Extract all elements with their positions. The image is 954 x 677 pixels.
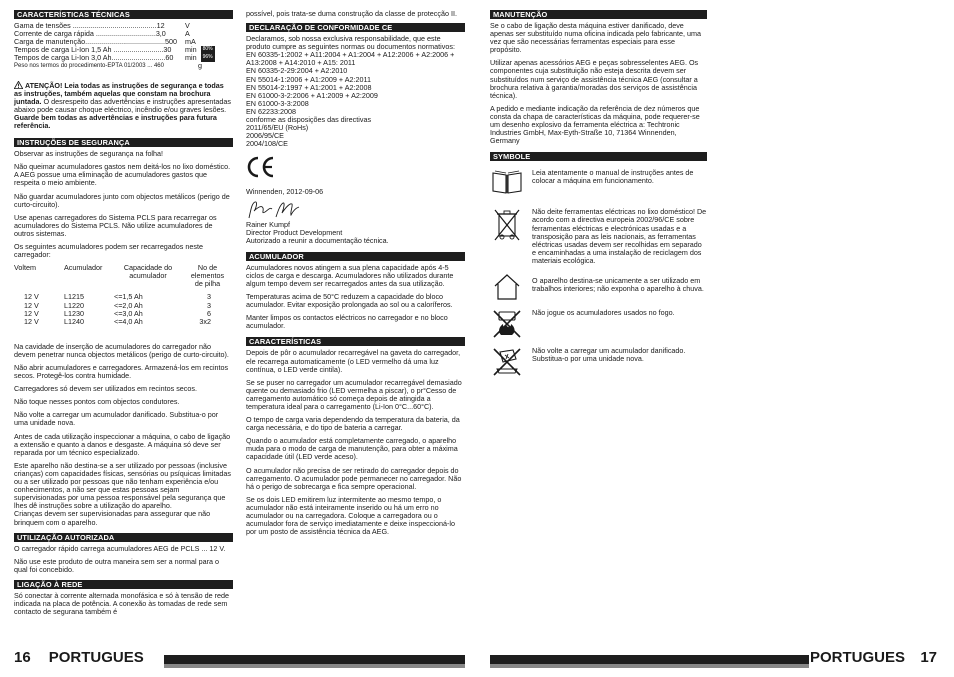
safety-para: Use apenas carregadores do Sistema PCLS para recarregar os acumuladores do Sistema PCLS. Não utilize acumuladores de outros sistemas. bbox=[14, 212, 217, 238]
maintenance-heading: MANUTENÇÃO bbox=[490, 10, 707, 19]
safety-para: Não volte a carregar um acumulador danificado. Substitua-o por uma unidade nova. bbox=[14, 410, 219, 428]
standard-line: EN 61000-3-3:2008 bbox=[246, 98, 309, 108]
symbol-item bbox=[490, 347, 707, 377]
safety-para: Este aparelho não destina-se a ser utilizado por pessoas (inclusive crianças) com capacidades físicas, sensórias ou psíquicas limitadas ou a ser utilizado por pessoas que não tenham experiência e/ou conhecimentos, a não ser que estas pessoas sejam supervisionadas por uma pessoa responsável pela segurança que lhes dê instruções sobre a utilização do aparelho. bbox=[14, 460, 231, 511]
symbol-item bbox=[490, 169, 707, 195]
left-page-footer bbox=[14, 648, 465, 668]
right-page-footer bbox=[490, 648, 941, 668]
safety-warning bbox=[14, 81, 233, 131]
battery-table bbox=[14, 264, 233, 326]
standard-line: conforme as disposições das directivas bbox=[246, 115, 372, 125]
tech-row bbox=[14, 30, 233, 38]
standard-line: 2006/95/CE bbox=[246, 131, 284, 141]
safety-heading: INSTRUÇÕES DE SEGURANÇA bbox=[14, 138, 233, 147]
tech-row-unit: mA bbox=[185, 37, 196, 47]
tech-row bbox=[14, 46, 233, 54]
tech-row-unit: A bbox=[185, 29, 190, 39]
table-header: No de elementos de pilha bbox=[190, 263, 225, 289]
right-page-column-1 bbox=[490, 10, 707, 385]
tech-row-unit: min bbox=[185, 53, 197, 63]
use-para: O carregador rápido carrega acumuladores AEG de PCLS ... 12 V. bbox=[14, 543, 226, 553]
features-para: O tempo de carga varia dependendo da temperatura da bateria, da carga necessária, e do tipo de bateria a carregar. bbox=[246, 415, 460, 433]
tech-specs-heading: CARACTERÍSTICAS TÉCNICAS bbox=[14, 10, 233, 19]
safety-para: Não abrir acumuladores e carregadores. Armazená-los em recintos secos. Protegê-los contra humidade. bbox=[14, 363, 229, 381]
table-row: 12 V L1215 <=1,5 Ah 3 bbox=[24, 292, 211, 302]
battery-para: Manter limpos os contactos eléctricos no carregador e no bloco acumulador. bbox=[246, 313, 448, 331]
place-date: Winnenden, 2012-09-06 bbox=[246, 187, 324, 197]
left-page-column-1 bbox=[14, 10, 233, 621]
warning-bold: ATENÇÃO! Leia todas as instruções de segurança e todas as instruções, também aquelas que constam na brochura juntada. bbox=[14, 80, 224, 106]
no-damaged-battery-icon bbox=[491, 347, 523, 377]
tech-row-label: Carga de manutenção........................................500 bbox=[14, 38, 177, 47]
standard-line: EN 62233:2008 bbox=[246, 106, 296, 116]
features-para: Se os dois LED emitirem luz intermitente ao mesmo tempo, o acumulador não está inteiramente inserido ou há um erro no acumulador ou na carregadora. Coloque a carregadora ou o acumulador fora de serviço imediatamente e deixe inspeccioná-lo por um posto de assistência técnica da AEG. bbox=[246, 494, 455, 537]
signatory-role: Director Product Development bbox=[246, 227, 343, 237]
features-para: Quando o acumulador está completamente carregado, o aparelho muda para o modo de carga de manutenção, para obter a máxima capacidade útil (LED verde aceso). bbox=[246, 436, 458, 462]
standard-line: EN 55014-1:2006 + A1:2009 + A2:2011 bbox=[246, 74, 371, 84]
warning-triangle-icon bbox=[14, 81, 23, 89]
safety-para: Os seguintes acumuladores podem ser recarregados neste carregador: bbox=[14, 241, 203, 260]
symbol-text: Não jogue os acumuladores usados no fogo. bbox=[532, 307, 675, 317]
left-page-column-2 bbox=[246, 10, 465, 541]
safety-para: Não queimar acumuladores gastos nem deitá-los no lixo doméstico. A AEG possue uma eliminação de acumuladores gastos que respeita o meio ambiente. bbox=[14, 162, 231, 188]
tech-row-label: Corrente de carga rápida ..............................3,0 bbox=[14, 30, 166, 39]
features-para: Depois de pôr o acumulador recarregável na gaveta do carregador, ele recarrega automaticamente (o LED vermelho dá uma luz contínua, o LED verde cintila). bbox=[246, 348, 461, 374]
safety-para: Crianças devem ser supervisionadas para assegurar que não brinquem com o aparelho. bbox=[14, 509, 211, 527]
symbol-item bbox=[490, 208, 707, 265]
declaration-heading: DECLARAÇÃO DE CONFORMIDADE CE bbox=[246, 23, 465, 32]
standard-line: EN 60335-1:2002 + A11:2004 + A1:2004 + A12:2006 + A2:2006 + A13:2008 + A14:2010 + A15: 2011 bbox=[246, 50, 455, 68]
declaration-intro: Declaramos, sob nossa exclusiva responsabilidade, que este produto cumpre as seguintes normas ou documentos normativos: bbox=[246, 34, 455, 52]
tech-row-unit: g bbox=[198, 61, 202, 71]
tech-specs-list bbox=[14, 22, 233, 71]
maintenance-para: A pedido e mediante indicação da referência de dez números que consta da chapa de características da máquina, pode requerer-se um desenho explosivo da ferramenta eléctrica a: Techtronic Industries GmbH, Max-Eyth-Straße 10, 71364 Winnenden, Germany bbox=[490, 103, 700, 146]
battery-para: Acumuladores novos atingem a sua plena capacidade após 4-5 ciclos de carga e descarga. Acumuladores não utilizados durante algum tempo devem ser recarregados antes da sua utilização. bbox=[246, 262, 454, 288]
safety-para: Na cavidade de inserção de acumuladores do carregador não devem penetrar nunca objectos metálicos (perigo de curto-circuito). bbox=[14, 341, 229, 359]
tech-row-label: Peso nos termos do procedimento-EPTA 01/2003 ... 460 bbox=[14, 63, 164, 70]
features-para: O acumulador não precisa de ser retirado do carregador depois do carregamento. O acumulador pode permanecer no carregador. Não há o perigo de sobrecarga e fica sempre operacional. bbox=[246, 465, 462, 491]
standard-line: 2011/65/EU (RoHs) bbox=[246, 123, 309, 133]
features-heading: CARACTERÍSTICAS bbox=[246, 337, 465, 346]
safety-para: Não guardar acumuladores junto com objectos metálicos (perigo de curto-circuito). bbox=[14, 191, 230, 209]
ce-mark-icon bbox=[246, 156, 465, 184]
table-row: 12 V L1230 <=3,0 Ah 6 bbox=[24, 308, 211, 318]
battery-table-header bbox=[14, 264, 233, 293]
standards-list bbox=[246, 51, 465, 148]
table-row: 12 V L1240 <=4,0 Ah 3x2 bbox=[24, 316, 211, 326]
page-language: PORTUGUES bbox=[809, 649, 905, 666]
footer-bar bbox=[490, 655, 809, 664]
standard-line: EN 60335-2-29:2004 + A2:2010 bbox=[246, 66, 348, 76]
symbol-text: Não deite ferramentas eléctricas no lixo doméstico! De acordo com a directiva europeia 2002/96/CE sobre ferramentas eléctricas e electrónicas usadas e a transposição para as leis nacionais, as ferramentas eléctricas usadas devem ser recolhidas em separado e encaminhadas a uma instalação de reciclagem dos materiais ecológica. bbox=[532, 207, 707, 265]
signature-icon bbox=[246, 199, 465, 221]
standard-line: EN 61000-3-2:2006 + A1:2009 + A2:2009 bbox=[246, 90, 378, 100]
symbols-heading: SYMBOLE bbox=[490, 152, 707, 161]
charge-level-badge: 96% bbox=[201, 54, 215, 62]
authorized-use-heading: UTILIZAÇÃO AUTORIZADA bbox=[14, 533, 233, 542]
indoor-house-icon bbox=[492, 273, 522, 301]
page-language: PORTUGUES bbox=[48, 649, 144, 666]
footer-bar-shadow bbox=[164, 664, 465, 668]
tech-row-label: Tempos de carga Li-Ion 1,5 Ah .........................30 bbox=[14, 46, 172, 55]
manual-book-icon bbox=[491, 169, 523, 195]
footer-bar-shadow bbox=[490, 664, 809, 668]
mains-para: Só conectar à corrente alternada monofásica e só à tensão de rede indicada na placa de potência. A conexão às tomadas de rede sem contacto de segurana também é bbox=[14, 590, 229, 617]
no-fire-battery-icon bbox=[491, 309, 523, 339]
footer-bar bbox=[164, 655, 465, 664]
symbol-text: O aparelho destina-se unicamente a ser utilizado em trabalhos interiores; não exponha o aparelho à chuva. bbox=[532, 275, 704, 294]
maintenance-para: Utilizar apenas acessórios AEG e peças sobresselentes AEG. Os componentes cuja substituição não esteja descrita devem ser substituídos num serviço de assistência técnica AEG (consultar a brochura relativa à garantia/moradas dos serviços de assistência técnica). bbox=[490, 58, 699, 100]
tech-row-unit: min bbox=[185, 45, 197, 55]
tech-row-label: Gama de tensões ..........................................12 bbox=[14, 22, 165, 30]
safety-para: Carregadores só devem ser utilizados em recintos secos. bbox=[14, 384, 197, 394]
tech-row-unit: V bbox=[185, 21, 190, 30]
signatory-name: Rainer Kumpf bbox=[246, 219, 290, 229]
symbol-item bbox=[490, 273, 707, 301]
standard-line: EN 55014-2:1997 + A1:2001 + A2:2008 bbox=[246, 82, 372, 92]
authorized-docs: Autorizado a reunir a documentação técnica. bbox=[246, 235, 389, 245]
table-header: Voltem bbox=[14, 263, 36, 273]
mains-heading: LIGAÇÃO À REDE bbox=[14, 580, 233, 589]
symbol-item bbox=[490, 309, 707, 339]
tech-row bbox=[14, 38, 233, 46]
tech-row bbox=[14, 22, 233, 30]
standard-line: 2004/108/CE bbox=[246, 139, 288, 149]
features-para: Se se puser no carregador um acumulador recarregável demasiado quente ou demasiado frio (LED vermelha a piscar), o pr°Cesso de carregamento automático só começa depois de atingida a temperatura ideal para o carregamento (Li-Ion 0°C...60°C). bbox=[246, 377, 462, 411]
use-para: Não use este produto de outra maneira sem ser a normal para o qual foi concebido. bbox=[14, 556, 219, 574]
charge-level-badge: 80% bbox=[201, 46, 215, 54]
maintenance-para: Se o cabo de ligação desta máquina estiver danificado, deve apenas ser substituído numa oficina indicada pelo fabricante, uma vez que são necessárias ferramentas especiais para esse propósito. bbox=[490, 21, 701, 55]
warning-keep: Guarde bem todas as advertências e instruções para futura referência. bbox=[14, 112, 217, 131]
page-number: 16 bbox=[14, 649, 31, 666]
crossed-bin-icon bbox=[493, 208, 521, 242]
battery-heading: ACUMULADOR bbox=[246, 252, 465, 261]
table-header: Capacidade do acumulador bbox=[123, 263, 173, 281]
safety-para: Observar as instruções de segurança na folha! bbox=[14, 149, 164, 159]
mains-continued: possível, pois trata-se duma construção da classe de protecção II. bbox=[246, 9, 457, 18]
tech-row bbox=[14, 62, 233, 70]
table-row: 12 V L1220 <=2,0 Ah 3 bbox=[24, 300, 211, 310]
battery-para: Temperaturas acima de 50°C reduzem a capacidade do bloco acumulador. Evitar exposição prolongada ao sol ou a caloríferos. bbox=[246, 292, 453, 310]
symbol-text: Não volte a carregar um acumulador danificado. Substitua-o por uma unidade nova. bbox=[532, 345, 686, 364]
safety-para: Antes de cada utilização inspeccionar a máquina, o cabo de ligação a extensão e quanto a danos e desgaste. A máquina só deve ser reparada por um técnico especializado. bbox=[14, 431, 231, 457]
page-number: 17 bbox=[920, 649, 937, 666]
warning-text: O desrespeito das advertências e instruções apresentadas abaixo pode causar choque eléctrico, incêndio e/ou graves lesões. bbox=[14, 96, 231, 114]
table-header: Acumulador bbox=[64, 263, 103, 273]
tech-row-label: Tempos de carga Li-Ion 3,0 Ah...........................60 bbox=[14, 54, 174, 63]
symbol-text: Leia atentamente o manual de instruções antes de colocar a máquina em funcionamento. bbox=[532, 168, 694, 186]
safety-para: Não toque nesses pontos com objectos condutores. bbox=[14, 397, 180, 407]
